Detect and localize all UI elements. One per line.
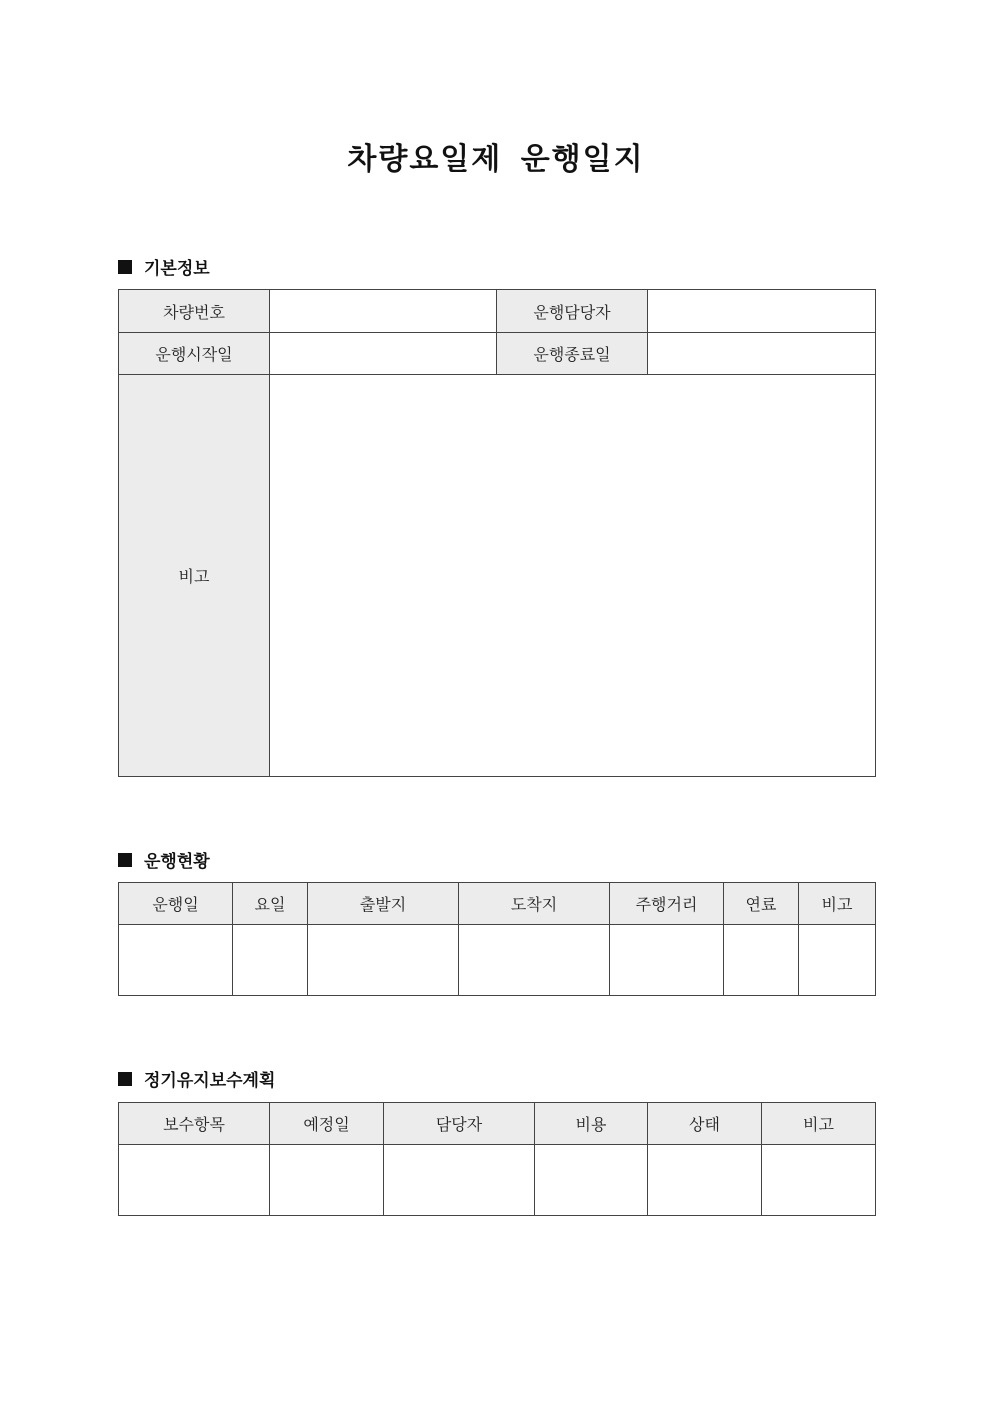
manager-label: 운행담당자 — [497, 290, 648, 333]
section-title-basic-info — [118, 254, 210, 279]
remarks-label: 비고 — [119, 375, 270, 777]
header-cost: 비용 — [535, 1103, 648, 1145]
start-date-label: 운행시작일 — [119, 333, 270, 375]
destination-cell[interactable] — [459, 925, 610, 996]
header-status: 상태 — [648, 1103, 762, 1145]
header-repair-item: 보수항목 — [119, 1103, 270, 1145]
cost-cell[interactable] — [535, 1145, 648, 1216]
vehicle-number-label: 차량번호 — [119, 290, 270, 333]
table-row — [119, 925, 876, 996]
maintenance-plan-table — [118, 1102, 876, 1216]
page-title: 차량요일제 운행일지 — [347, 142, 645, 177]
weekday-cell[interactable] — [233, 925, 308, 996]
section-title-maintenance-plan — [118, 1066, 275, 1091]
table-row — [119, 1145, 876, 1216]
section-title-operation-status — [118, 847, 210, 872]
start-date-field[interactable] — [270, 333, 497, 375]
operation-status-table — [118, 882, 876, 996]
section-title-text: 기본정보 — [144, 259, 210, 279]
header-scheduled-date: 예정일 — [270, 1103, 384, 1145]
remarks-cell[interactable] — [799, 925, 876, 996]
header-remarks: 비고 — [762, 1103, 876, 1145]
distance-cell[interactable] — [610, 925, 724, 996]
remarks-field[interactable] — [270, 375, 876, 777]
header-remarks: 비고 — [799, 883, 876, 925]
header-weekday: 요일 — [233, 883, 308, 925]
black-square-icon — [118, 260, 132, 274]
manager-field[interactable] — [648, 290, 876, 333]
fuel-cell[interactable] — [724, 925, 799, 996]
header-fuel: 연료 — [724, 883, 799, 925]
section-title-text: 정기유지보수계획 — [144, 1071, 276, 1091]
repair-item-cell[interactable] — [119, 1145, 270, 1216]
section-title-text: 운행현황 — [144, 852, 210, 872]
remarks-cell[interactable] — [762, 1145, 876, 1216]
person-in-charge-cell[interactable] — [384, 1145, 535, 1216]
status-cell[interactable] — [648, 1145, 762, 1216]
end-date-label: 운행종료일 — [497, 333, 648, 375]
header-distance: 주행거리 — [610, 883, 724, 925]
operation-date-cell[interactable] — [119, 925, 233, 996]
black-square-icon — [118, 853, 132, 867]
header-destination: 도착지 — [459, 883, 610, 925]
departure-cell[interactable] — [308, 925, 459, 996]
header-departure: 출발지 — [308, 883, 459, 925]
basic-info-table — [118, 289, 876, 777]
header-operation-date: 운행일 — [119, 883, 233, 925]
black-square-icon — [118, 1072, 132, 1086]
vehicle-number-field[interactable] — [270, 290, 497, 333]
scheduled-date-cell[interactable] — [270, 1145, 384, 1216]
header-person-in-charge: 담당자 — [384, 1103, 535, 1145]
end-date-field[interactable] — [648, 333, 876, 375]
